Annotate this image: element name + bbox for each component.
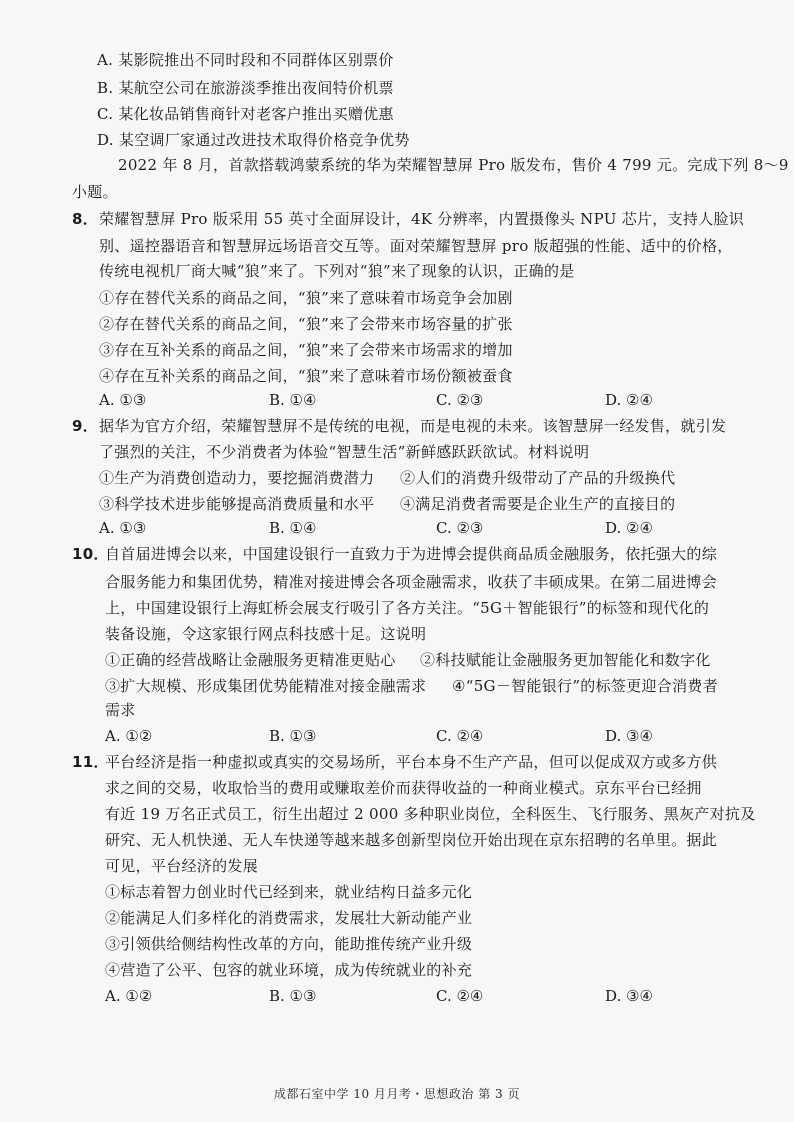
q10-number: 10． bbox=[72, 545, 109, 563]
prev-option-d: D. 某空调厂家通过改进技术取得价格竞争优势 bbox=[97, 131, 410, 149]
q11-item-3: ③引领供给侧结构性改革的方向，能助推传统产业升级 bbox=[105, 935, 473, 953]
q9-choice-b: B. ①④ bbox=[269, 519, 317, 537]
q10-choice-d: D. ③④ bbox=[605, 727, 653, 745]
q8-number: 8． bbox=[72, 210, 99, 228]
q11-choice-b: B. ①③ bbox=[269, 987, 317, 1005]
prev-option-c: C. 某化妆品销售商针对老客户推出买赠优惠 bbox=[97, 105, 394, 123]
q8-item-4: ④存在互补关系的商品之间，“狼”来了意味着市场份额被蚕食 bbox=[99, 367, 513, 385]
page-footer: 成都石室中学 10 月月考・思想政治 第 3 页 bbox=[274, 1087, 520, 1101]
q11-choice-c: C. ②④ bbox=[436, 987, 484, 1005]
q11-choice-d: D. ③④ bbox=[605, 987, 653, 1005]
q9-item-4: ④满足消费者需要是企业生产的直接目的 bbox=[400, 495, 676, 513]
q11-stem-line-1: 平台经济是指一种虚拟或真实的交易场所，平台本身不生产产品，但可以促成双方或多方供 bbox=[105, 753, 718, 771]
q10-item-3: ③扩大规模、形成集团优势能精准对接金融需求 bbox=[105, 677, 427, 695]
q8-stem-line-1: 荣耀智慧屏 Pro 版采用 55 英寸全面屏设计，4K 分辨率，内置摄像头 NPU 芯片，支持人脸识 bbox=[99, 210, 745, 228]
q11-stem-line-5: 可见，平台经济的发展 bbox=[105, 857, 259, 875]
q9-stem-line-1: 据华为官方介绍，荣耀智慧屏不是传统的电视，而是电视的未来。该智慧屏一经发售，就引发 bbox=[99, 417, 727, 435]
q8-stem-line-2: 别、遥控器语音和智慧屏远场语音交互等。面对荣耀智慧屏 pro 版超强的性能、适中的价格， bbox=[99, 237, 733, 255]
q8-choice-b: B. ①④ bbox=[269, 391, 317, 409]
q9-choice-a: A. ①③ bbox=[99, 519, 147, 537]
q10-item-4: ④“5G－智能银行”的标签更迎合消费者 bbox=[452, 677, 719, 695]
q8-choice-d: D. ②④ bbox=[605, 391, 653, 409]
q9-stem-line-2: 了强烈的关注，不少消费者为体验“智慧生活”新鲜感跃跃欲试。材料说明 bbox=[99, 443, 590, 461]
q10-stem-line-2: 合服务能力和集团优势，精准对接进博会各项金融需求，收获了丰硕成果。在第二届进博会 bbox=[105, 573, 718, 591]
q10-item-2: ②科技赋能让金融服务更加智能化和数字化 bbox=[420, 651, 711, 669]
q11-stem-line-3: 有近 19 万名正式员工，衍生出超过 2 000 多种职业岗位，全科医生、飞行服务、黑灰产对抗及 bbox=[105, 805, 756, 823]
q11-number: 11． bbox=[72, 753, 109, 771]
q11-item-2: ②能满足人们多样化的消费需求，发展壮大新动能产业 bbox=[105, 909, 473, 927]
prev-option-a: A. 某影院推出不同时段和不同群体区别票价 bbox=[97, 51, 394, 69]
intro-line-2: 小题。 bbox=[72, 183, 118, 201]
q11-stem-line-2: 求之间的交易，收取恰当的费用或赚取差价而获得收益的一种商业模式。京东平台已经拥 bbox=[105, 779, 702, 797]
q8-choice-a: A. ①③ bbox=[99, 391, 147, 409]
q8-item-2: ②存在替代关系的商品之间，“狼”来了会带来市场容量的扩张 bbox=[99, 315, 513, 333]
q10-stem-line-1: 自首届进博会以来，中国建设银行一直致力于为进博会提供商品质金融服务，依托强大的综 bbox=[105, 545, 718, 563]
q10-choice-b: B. ①③ bbox=[269, 727, 317, 745]
q10-stem-line-3: 上，中国建设银行上海虹桥会展支行吸引了各方关注。“5G＋智能银行”的标签和现代化的 bbox=[105, 599, 710, 617]
q8-choice-c: C. ②③ bbox=[436, 391, 484, 409]
q9-item-2: ②人们的消费升级带动了产品的升级换代 bbox=[400, 469, 676, 487]
q10-choice-c: C. ②④ bbox=[436, 727, 484, 745]
q11-stem-line-4: 研究、无人机快递、无人车快递等越来越多创新型岗位开始出现在京东招聘的名单里。据此 bbox=[105, 831, 718, 849]
q10-choice-a: A. ①② bbox=[105, 727, 153, 745]
q8-stem-line-3: 传统电视机厂商大喊“狼”来了。下列对“狼”来了现象的认识，正确的是 bbox=[99, 262, 575, 280]
q9-choice-d: D. ②④ bbox=[605, 519, 653, 537]
q10-stem-line-4: 装备设施，令这家银行网点科技感十足。这说明 bbox=[105, 625, 427, 643]
q10-item-4-cont: 需求 bbox=[105, 701, 136, 719]
q11-choice-a: A. ①② bbox=[105, 987, 153, 1005]
q8-item-1: ①存在替代关系的商品之间，“狼”来了意味着市场竞争会加剧 bbox=[99, 289, 513, 307]
q9-item-1: ①生产为消费创造动力，要挖掘消费潜力 bbox=[99, 469, 375, 487]
intro-line-1: 2022 年 8 月，首款搭载鸿蒙系统的华为荣耀智慧屏 Pro 版发布，售价 4 799 元。完成下列 8～9 bbox=[118, 156, 789, 174]
q9-choice-c: C. ②③ bbox=[436, 519, 484, 537]
q8-item-3: ③存在互补关系的商品之间，“狼”来了会带来市场需求的增加 bbox=[99, 341, 513, 359]
q9-number: 9． bbox=[72, 417, 99, 435]
prev-option-b: B. 某航空公司在旅游淡季推出夜间特价机票 bbox=[97, 79, 394, 97]
q10-item-1: ①正确的经营战略让金融服务更精准更贴心 bbox=[105, 651, 396, 669]
q9-item-3: ③科学技术进步能够提高消费质量和水平 bbox=[99, 495, 375, 513]
q11-item-4: ④营造了公平、包容的就业环境，成为传统就业的补充 bbox=[105, 961, 473, 979]
q11-item-1: ①标志着智力创业时代已经到来，就业结构日益多元化 bbox=[105, 883, 473, 901]
